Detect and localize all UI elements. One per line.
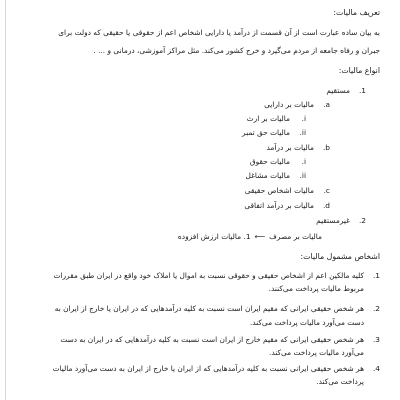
salary-tax-label: مالیات حقوق xyxy=(249,157,290,166)
subject-item-3-number: 3. xyxy=(372,335,380,344)
inheritance-tax-numeral: i. xyxy=(301,114,306,123)
persons-tax-letter: c. xyxy=(323,186,330,195)
subject-item-3-line-1 xyxy=(60,335,380,345)
salary-tax-numeral: i. xyxy=(301,157,306,166)
vat-number: 1. xyxy=(243,232,251,241)
income-tax-letter: b. xyxy=(322,143,330,152)
subject-item-1-text: کلیه مالکین اعم از اشخاص حقیقی و حقوقی نسبت به اموال یا املاک خود واقع در ایران طبق مقررات xyxy=(53,271,364,280)
subject-item-4-number: 4. xyxy=(372,364,380,373)
salary-tax-item xyxy=(250,157,306,167)
persons-tax-item xyxy=(245,186,330,196)
windfall-tax-letter: d. xyxy=(322,201,330,210)
vat-label: مالیات ارزش افزوده xyxy=(177,232,242,241)
stamp-duty-label: مالیات حق تمبر xyxy=(242,128,290,137)
direct-item xyxy=(326,86,366,96)
windfall-tax-item xyxy=(244,201,330,211)
subject-item-3-text: هر شخص حقیقی ایرانی که مقیم خارج از ایران است نسبت به کلیه درآمدهایی که در ایران به دست xyxy=(60,335,364,344)
page-edge xyxy=(5,0,6,400)
indirect-item xyxy=(316,216,366,226)
asset-tax-letter: a. xyxy=(323,100,330,109)
subject-item-4-line-1 xyxy=(53,364,380,374)
subject-item-2-number: 2. xyxy=(372,304,380,313)
direct-label: مستقیم xyxy=(326,86,350,95)
subject-heading: اشخاص مشمول مالیات: xyxy=(300,252,380,261)
indirect-number: 2. xyxy=(358,216,366,225)
asset-tax-label: مالیات بر دارایی xyxy=(264,100,314,109)
subject-item-4-text: هر شخص حقیقی ایرانی نسبت به کلیه درآمدهایی که از ایران یا خارج از ایران به دست می‌آورد مالیات xyxy=(52,364,364,373)
definition-line-1: به بیان ساده عبارت است از آن قسمت از درآمد یا دارایی اشخاص اعم از حقوقی یا حقیقی که دولت برای xyxy=(58,28,380,37)
arrow-icon: ⟵ xyxy=(254,232,266,241)
jobs-tax-label: مالیات مشاغل xyxy=(245,171,290,180)
definition-line-2: جبران و رفاه جامعه از مردم می‌گیرد و خرج کشور می‌کند. مثل مراکز آموزشی، درمانی و ... . xyxy=(93,46,380,55)
indirect-label: غیرمستقیم xyxy=(316,216,350,225)
subject-item-3-line-2: می‌آورد مالیات پرداخت می‌کند. xyxy=(269,348,364,357)
jobs-tax-numeral: ii. xyxy=(299,171,306,180)
inheritance-tax-label: مالیات بر ارث xyxy=(246,114,290,123)
subject-item-1-number: 1. xyxy=(372,271,380,280)
persons-tax-label: مالیات اشخاص حقیقی xyxy=(244,186,314,195)
subject-item-2-line-1 xyxy=(55,304,380,314)
inheritance-tax-item xyxy=(247,114,306,124)
subject-item-1-line-2: مربوط مالیات پرداخت می‌کنند. xyxy=(268,284,364,293)
subject-item-2-text: هر شخص حقیقی ایرانی که مقیم ایران است نسبت به کلیه درآمدهایی که در ایران یا خارج از ایران به xyxy=(54,304,364,313)
definition-heading: تعریف مالیات: xyxy=(333,8,380,17)
subject-item-1-line-1 xyxy=(53,271,380,281)
stamp-duty-numeral: ii. xyxy=(299,128,306,137)
types-heading: انواع مالیات: xyxy=(338,66,380,75)
consumption-tax-row xyxy=(178,232,322,242)
income-tax-label: مالیات بر درآمد xyxy=(266,143,314,152)
jobs-tax-item xyxy=(245,171,306,181)
consumption-tax-label: مالیات بر مصرف xyxy=(269,232,322,241)
direct-number: 1. xyxy=(358,86,366,95)
subject-item-4-line-2: پرداخت می‌کند. xyxy=(316,377,364,386)
subject-item-2-line-2: دست می‌آورد مالیات پرداخت می‌کند. xyxy=(249,318,364,327)
windfall-tax-label: مالیات بر درآمد اتفاقی xyxy=(244,201,314,210)
asset-tax-item xyxy=(264,100,330,110)
income-tax-item xyxy=(267,143,331,153)
stamp-duty-item xyxy=(242,128,306,138)
